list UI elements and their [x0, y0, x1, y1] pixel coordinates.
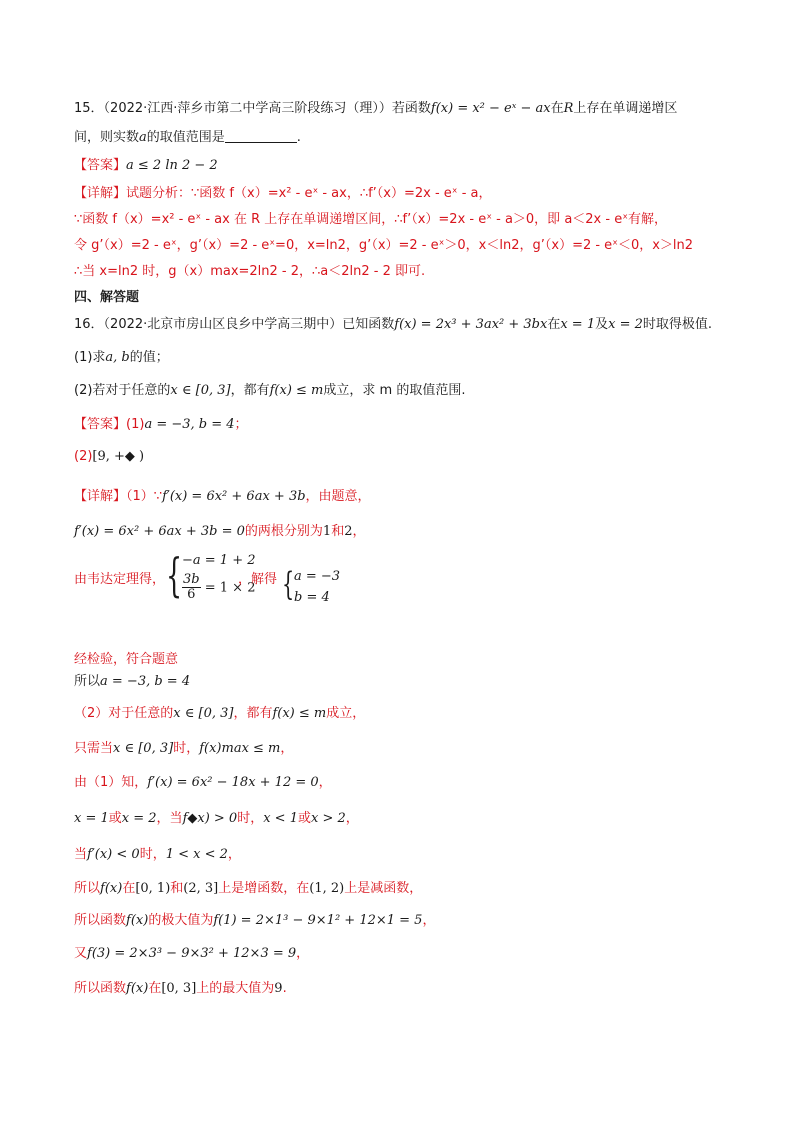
q15-stem2-end: . — [296, 130, 301, 145]
q16-d3-eq2-den: 6 — [187, 587, 196, 603]
q16-d14-end: . — [282, 981, 287, 996]
q16-d13 — [74, 946, 309, 962]
q16-detail-line1 — [74, 489, 371, 505]
q15-detail-line2: ∵函数 f（x）=x² - eˣ - ax 在 R 上存在单调递增区间，∴f’（x）=2x - eˣ - a＞0，即 a＜2x - eˣ有解， — [74, 212, 667, 227]
q16-d7 — [74, 741, 293, 757]
q16-d14-value: 9 — [274, 981, 283, 996]
q15-stem-prefix: 15．（2022·江西·萍乡市第二中学高三阶段练习（理））若函数 — [74, 101, 431, 116]
q15-detail-line1 — [74, 186, 492, 202]
q16-d14-mid: 上的最大值为 — [196, 981, 275, 996]
q15-detail-line3: 令 g’（x）=2 - eˣ，g’（x）=2 - eˣ=0，x=ln2，g’（x）=2 - eˣ＞0，x＜ln2，g’（x）=2 - eˣ＜0，x＞ln2 — [74, 238, 694, 253]
q16-d9 — [74, 811, 359, 827]
q16-d3-sol1: a = −3 — [294, 569, 341, 584]
q16-sub1-prefix: (1)求 — [74, 350, 106, 365]
q16-answer2-label: (2) — [74, 449, 93, 464]
q16-stem-suffix: 时取得极值. — [642, 317, 713, 332]
q16-sub2-set: x ∈ [0, 3] — [170, 383, 231, 398]
q16-sub2-prefix: (2)若对于任意的 — [74, 383, 171, 398]
q16-d7-mid: 时， — [173, 741, 200, 756]
q15-answer-label: 【答案】 — [74, 158, 127, 173]
q16-d3-left-brace: { — [166, 548, 183, 602]
q16-d11-mid: 上是增函数，在 — [218, 881, 310, 896]
q16-d3-eq2-rest: = 1 × 2 — [204, 580, 256, 596]
q16-d7-end: ， — [280, 741, 294, 756]
q16-d9-r2: x > 2 — [311, 811, 346, 826]
q16-d6 — [74, 706, 365, 722]
q16-d6-prefix: （2）对于任意的 — [74, 706, 174, 721]
q15-stem2-suffix: 的取值范围是 — [146, 130, 225, 145]
q16-d12-f: f(x) — [126, 913, 149, 928]
q16-d7-set: x ∈ [0, 3] — [113, 741, 174, 756]
q16-d9-r1: x < 1 — [263, 811, 298, 826]
q16-d9-x2: x = 2 — [121, 811, 157, 826]
q16-function-formula: f(x) = 2x³ + 3ax² + 3bx — [394, 317, 548, 332]
q16-d2-formula: f′(x) = 6x² + 6ax + 3b = 0 — [74, 524, 245, 539]
q16-stem-line1 — [74, 317, 712, 333]
q15-answer-line — [74, 158, 218, 174]
q16-answer-label: 【答案】 — [74, 417, 127, 432]
q16-d8-formula: f′(x) = 6x² − 18x + 12 = 0 — [147, 775, 319, 790]
q16-d1-suffix: ，由题意， — [305, 489, 371, 504]
q16-d10 — [74, 847, 241, 863]
q16-d12-mid: 的极大值为 — [148, 913, 214, 928]
q16-d9-mid: ，当 — [156, 811, 183, 826]
q15-var-a: a — [139, 130, 147, 145]
q16-sub2-mid: ，都有 — [230, 383, 270, 398]
q16-d3-eq2-num: 3b — [183, 572, 200, 587]
q16-sub2 — [74, 383, 465, 399]
q16-d5-value: a = −3, b = 4 — [100, 674, 191, 689]
section-title: 四、解答题 — [74, 290, 140, 305]
q16-d11 — [74, 881, 422, 897]
q16-d9-or: 或 — [108, 811, 122, 826]
q15-stem-line2 — [74, 130, 301, 146]
q15-stem2-prefix: 间，则实数 — [74, 130, 140, 145]
q16-d6-set: x ∈ [0, 3] — [173, 706, 234, 721]
q16-stem-mid: 在 — [547, 317, 561, 332]
q16-d9-cond: f◆x) > 0 — [182, 811, 238, 826]
q16-d1-prefix: （1）∵ — [126, 489, 163, 504]
q15-detail-label: 【详解】 — [74, 186, 127, 201]
q16-d10-prefix: 当 — [74, 847, 88, 862]
q16-d3-eq2-fraction — [182, 573, 201, 603]
q16-d10-cond: f′(x) < 0 — [87, 847, 140, 862]
q15-function-formula: f(x) = x² − eˣ − ax — [430, 101, 551, 116]
q15-stem-mid: 在 — [550, 101, 564, 116]
q16-sub1-vars: a, b — [105, 350, 130, 365]
q16-d2-end: ， — [352, 524, 366, 539]
q15-detail-1: 试题分析：∵函数 f（x）=x² - eˣ - ax，∴f’（x）=2x - eˣ - a， — [126, 186, 492, 201]
q16-d2-root2: 2 — [344, 524, 353, 539]
q16-d11-interval2: (2, 3] — [183, 881, 219, 896]
q16-stem-prefix: 16．（2022·北京市房山区良乡中学高三期中）已知函数 — [74, 317, 395, 332]
q16-d13-prefix: 又 — [74, 946, 88, 961]
q16-d10-end: ， — [227, 847, 241, 862]
q15-answer-blank — [225, 130, 297, 143]
q16-sub1-suffix: 的值； — [129, 350, 169, 365]
q15-answer-value: a ≤ 2 ln 2 − 2 — [126, 158, 218, 173]
q16-d11-prefix: 所以 — [74, 881, 101, 896]
q16-d2-root1: 1 — [322, 524, 332, 539]
q16-d13-end: ， — [296, 946, 310, 961]
q16-stem-and: 及 — [595, 317, 609, 332]
q16-d8-prefix: 由（1）知， — [74, 775, 148, 790]
q16-d3-sol2: b = 4 — [294, 590, 330, 605]
q16-d6-ineq: f(x) ≤ m — [272, 706, 327, 721]
q16-d11-in: 在 — [122, 881, 136, 896]
q16-answer1-end: ； — [234, 417, 248, 432]
q16-d14-prefix: 所以函数 — [74, 981, 127, 996]
q16-d10-mid: 时， — [139, 847, 166, 862]
q16-answer-line2 — [74, 449, 144, 465]
q16-d5-prefix: 所以 — [74, 674, 101, 689]
q16-d11-interval1: [0, 1) — [135, 881, 171, 896]
q16-d12-end: ， — [422, 913, 436, 928]
q16-sub2-suffix: 成立，求 m 的取值范围. — [323, 383, 466, 398]
q16-d9-time: 时， — [237, 811, 264, 826]
q16-d10-range: 1 < x < 2 — [165, 847, 228, 862]
q16-d6-suffix: 成立， — [326, 706, 366, 721]
q16-d4: 经检验，符合题意 — [74, 652, 179, 667]
q16-d9-end: ， — [345, 811, 359, 826]
q16-answer-line1 — [74, 417, 248, 433]
q16-sub2-ineq: f(x) ≤ m — [269, 383, 324, 398]
q16-answer2-value: [9, +◆ ) — [92, 449, 145, 464]
q16-d11-and: 和 — [170, 881, 184, 896]
q16-d2-mid: 的两根分别为 — [244, 524, 323, 539]
q16-d3-prefix: 由韦达定理得， — [74, 572, 166, 587]
q16-d14-in: 在 — [148, 981, 162, 996]
q15-detail-line4: ∴当 x=ln2 时，g（x）max=2ln2 - 2，∴a＜2ln2 - 2 即可. — [74, 264, 426, 279]
q16-d11-suffix: 上是减函数， — [344, 881, 423, 896]
q16-d11-f: f(x) — [100, 881, 123, 896]
q16-d9-or2: 或 — [297, 811, 311, 826]
q15-stem-line1 — [74, 101, 677, 117]
q16-detail-label: 【详解】 — [74, 489, 127, 504]
q16-d1-formula: f′(x) = 6x² + 6ax + 3b — [162, 489, 306, 504]
q16-d5 — [74, 674, 190, 690]
q16-d3-right-brace: { — [282, 565, 295, 603]
q15-domain-R: R — [563, 101, 574, 116]
q16-x2: x = 2 — [608, 317, 643, 332]
q16-d11-interval3: (1, 2) — [309, 881, 345, 896]
q16-d3-eq1: −a = 1 + 2 — [182, 553, 256, 568]
q16-sub1 — [74, 350, 169, 366]
q16-answer1-label: (1) — [126, 417, 145, 432]
q16-d12-prefix: 所以函数 — [74, 913, 127, 928]
q16-answer1-value: a = −3, b = 4 — [144, 417, 235, 432]
q16-d3-mid: ，解得 — [238, 572, 278, 587]
q16-d12-formula: f(1) = 2×1³ − 9×1² + 12×1 = 5 — [213, 913, 423, 928]
q16-detail-line2 — [74, 524, 366, 540]
q16-d14 — [74, 981, 287, 997]
q16-d13-formula: f(3) = 2×3³ − 9×3² + 12×3 = 9 — [87, 946, 297, 961]
q15-stem-suffix: 上存在单调递增区 — [573, 101, 678, 116]
q16-d7-prefix: 只需当 — [74, 741, 114, 756]
q16-d7-ineq: f(x)max ≤ m — [199, 741, 281, 756]
q16-d12 — [74, 913, 435, 929]
q16-d9-x1: x = 1 — [74, 811, 109, 826]
q16-d2-and: 和 — [331, 524, 345, 539]
q16-d14-f: f(x) — [126, 981, 149, 996]
q16-d6-mid: ，都有 — [233, 706, 273, 721]
q16-d14-interval: [0, 3] — [161, 981, 197, 996]
q16-x1: x = 1 — [560, 317, 596, 332]
q16-d8 — [74, 775, 332, 791]
q16-d8-end: ， — [318, 775, 332, 790]
